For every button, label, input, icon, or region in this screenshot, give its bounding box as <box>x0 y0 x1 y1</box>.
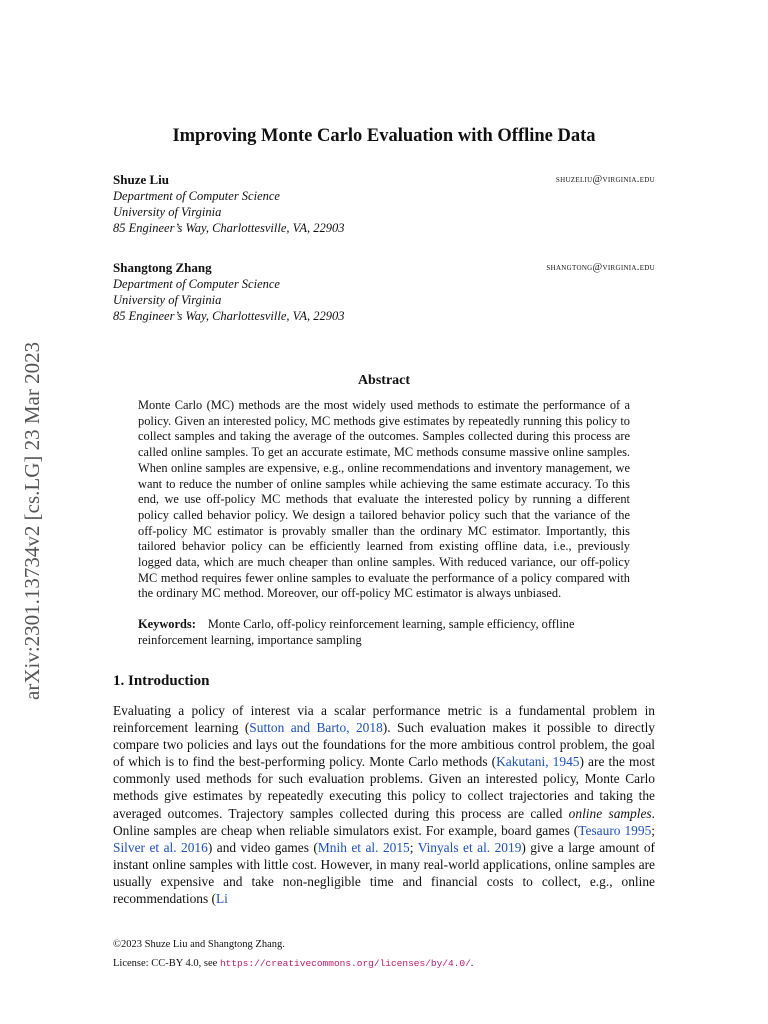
abstract-text: Monte Carlo (MC) methods are the most widely used methods to estimate the performance of a policy. Given an interested policy, MC methods give estimates by repeatedly running this policy to collect samples and taking the average of the outcomes. Samples collected during this process are called online samples. To get an accurate estimate, MC methods consume massive online samples. When online samples are expensive, e.g., online recommendations and inventory management, we want to reduce the number of online samples while achieving the same estimate accuracy. To this end, we use off-policy MC methods that evaluate the interested policy by running a different policy called behavior policy. We design a tailored behavior policy such that the variance of the off-policy MC estimator is provably smaller than the ordinary MC estimator. Importantly, this tailored behavior policy can be efficiently learned from existing offline data, i.e., previously logged data, which are much cheaper than online samples. With reduced variance, our off-policy MC method requires fewer online samples to evaluate the performance of a policy compared with the ordinary MC method. Moreover, our off-policy MC estimator is always unbiased. <box>138 398 630 601</box>
intro-text: ) and video games ( <box>207 839 318 855</box>
author-university: University of Virginia <box>113 293 222 307</box>
abstract-heading: Abstract <box>357 373 411 388</box>
arxiv-identifier <box>20 270 44 700</box>
license-text: License: CC-BY 4.0, see <box>113 958 220 969</box>
introduction-paragraph <box>113 702 655 907</box>
intro-text: ). Such evaluation makes it possible to directly compare two policies and lays out the foundations for the more ambitious control problem, the goal of which is to find the best-performing policy. Monte Carlo methods ( <box>113 720 656 770</box>
license-text: . <box>470 958 474 969</box>
intro-text: Evaluating a policy of interest via a scalar performance metric is a fundamental problem in reinforcement learning ( <box>113 703 655 736</box>
citation-link[interactable]: Mnih et al. 2015 <box>317 839 410 855</box>
author-department: Department of Computer Science <box>113 189 280 203</box>
author-department: Department of Computer Science <box>113 277 280 291</box>
keywords-list: Monte Carlo, off-policy reinforcement learning, sample efficiency, offline reinforcement learning, importance sampling <box>138 617 575 647</box>
keywords-label: Keywords: <box>138 617 196 631</box>
intro-emphasis: online samples <box>568 805 652 821</box>
author-email[interactable]: shangtong@virginia.edu <box>546 262 655 273</box>
citation-link[interactable]: Kakutani, 1945 <box>496 754 580 770</box>
page-footer <box>113 935 473 973</box>
author-block-1 <box>113 172 655 236</box>
section-heading-introduction: 1. Introduction <box>113 673 210 689</box>
intro-text: ) are the most commonly used methods for such evaluation problems. Given an interested policy, Monte Carlo methods give estimates by repeatedly executing this policy to collect trajectories and taking the averaged outcomes. Trajectory samples collected during this process are called <box>113 754 656 821</box>
citation-link[interactable]: Tesauro 1995 <box>578 822 652 838</box>
arxiv-id-text: arXiv:2301.13734v2 [cs.LG] 23 Mar 2023 <box>20 341 44 700</box>
intro-text: ; <box>409 839 418 855</box>
intro-text: . Online samples are cheap when reliable simulators exist. For example, board games ( <box>113 805 655 838</box>
citation-link[interactable]: Vinyals et al. 2019 <box>417 839 522 855</box>
copyright-notice: ©2023 Shuze Liu and Shangtong Zhang. <box>113 939 285 950</box>
author-university: University of Virginia <box>113 205 222 219</box>
author-address: 85 Engineer’s Way, Charlottesville, VA, 22903 <box>113 309 345 323</box>
author-address: 85 Engineer’s Way, Charlottesville, VA, 22903 <box>113 221 345 235</box>
keywords <box>138 617 630 648</box>
license-notice <box>113 954 473 973</box>
author-name: Shangtong Zhang <box>113 260 212 275</box>
citation-link[interactable]: Li <box>216 891 228 907</box>
citation-link[interactable]: Silver et al. 2016 <box>113 839 208 855</box>
intro-text: ; <box>651 822 655 838</box>
license-url-link[interactable]: https://creativecommons.org/licenses/by/4.0/ <box>219 958 471 969</box>
author-name: Shuze Liu <box>113 172 169 187</box>
intro-text: ) give a large amount of instant online samples with little cost. However, in many real-world applications, online samples are usually expensive and take non-negligible time and financial costs to collect, e.g., online recommendations ( <box>113 839 655 907</box>
paper-title: Improving Monte Carlo Evaluation with Offline Data <box>172 126 596 146</box>
author-email[interactable]: shuzeliu@virginia.edu <box>555 174 655 185</box>
author-block-2 <box>113 260 655 324</box>
citation-link[interactable]: Sutton and Barto, 2018 <box>249 720 383 736</box>
